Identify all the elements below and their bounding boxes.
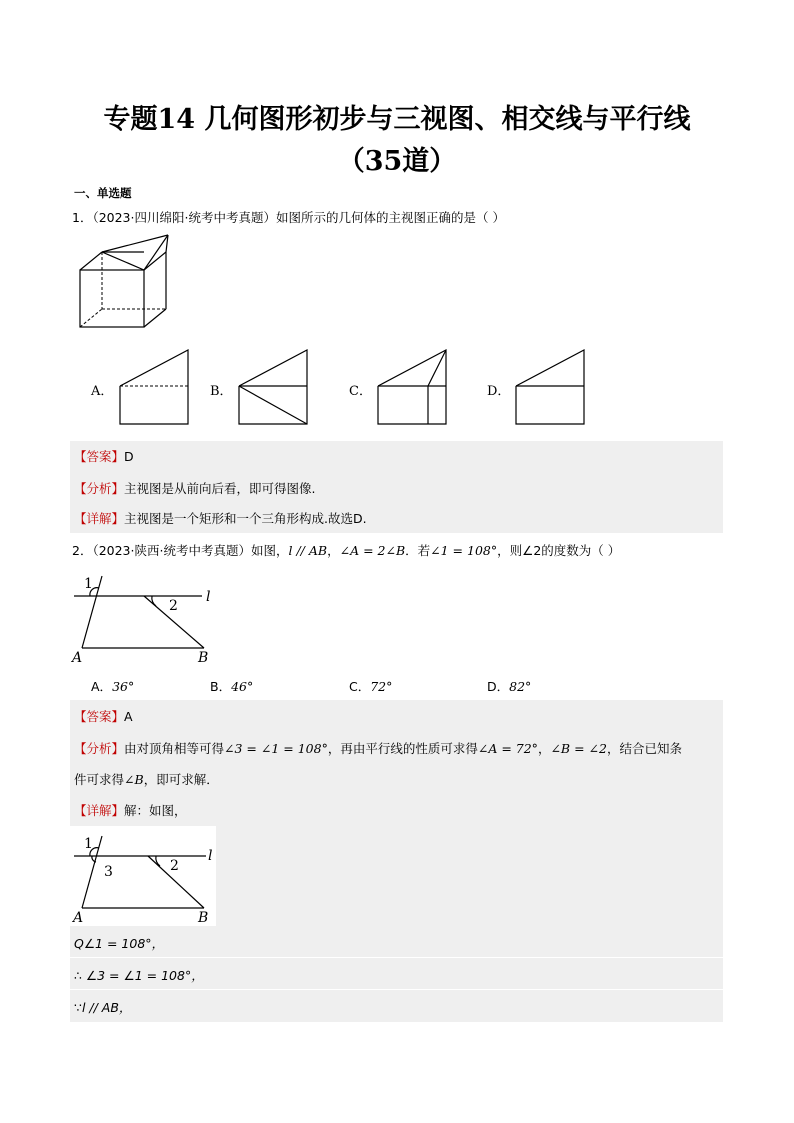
q2-detail-text: 解：如图， <box>124 803 187 818</box>
q1-analysis <box>74 479 316 497</box>
q2-fig-label-l: l <box>206 589 211 605</box>
divider-2 <box>70 989 723 990</box>
q1-option-c-figure[interactable] <box>376 348 448 426</box>
q2-analysis-tag: 【分析】 <box>74 741 125 756</box>
q2-detail-tag: 【详解】 <box>74 803 125 818</box>
q2-fig-label-1: 1 <box>84 576 93 592</box>
q2-option-c[interactable] <box>349 677 392 695</box>
q2-option-a-value: 36° <box>112 679 135 694</box>
q1-option-b-figure[interactable] <box>237 348 309 426</box>
q2-sol-label-3: 3 <box>104 864 113 880</box>
q1-option-a-figure[interactable] <box>118 348 190 426</box>
q1-solid-figure <box>70 230 180 335</box>
q2-analysis-c: ， <box>537 741 551 756</box>
q2-analysis-line2-m: ∠B <box>124 772 144 787</box>
q1-detail-text: 主视图是一个矩形和一个三角形构成.故选D. <box>124 511 367 526</box>
q2-number: 2． <box>72 543 93 558</box>
q2-step3: ∵l // AB， <box>74 1000 132 1015</box>
q2-answer-value: A <box>124 709 133 724</box>
q2-stem-c: ．若 <box>405 543 431 558</box>
q2-sol-label-1: 1 <box>84 836 93 852</box>
document-title-line1: 专题14 几何图形初步与三视图、相交线与平行线 <box>103 104 691 135</box>
q1-stem-text: 如图所示的几何体的主视图正确的是（ ） <box>275 210 505 225</box>
q1-option-c-label[interactable]: C． <box>349 384 372 399</box>
q2-sol-label-b: B <box>198 910 209 926</box>
q2-option-b-value: 46° <box>231 679 254 694</box>
q2-option-a-label: A． <box>91 679 113 694</box>
q2-stem-b: ， <box>327 543 340 558</box>
q2-analysis-line2-b: ，即可求解． <box>143 772 219 787</box>
q2-answer <box>74 707 133 725</box>
q2-option-a[interactable] <box>91 677 134 695</box>
q2-option-d[interactable] <box>487 677 531 695</box>
q2-detail <box>74 801 187 819</box>
q1-option-d-label[interactable]: D． <box>487 384 511 399</box>
q2-option-c-value: 72° <box>370 679 393 694</box>
q2-option-c-label: C． <box>349 679 371 694</box>
q2-option-d-label: D． <box>487 679 510 694</box>
q1-stem <box>72 208 505 226</box>
q2-analysis-a: 由对顶角相等可得 <box>124 741 225 756</box>
q2-answer-tag: 【答案】 <box>74 709 125 724</box>
q2-fig-label-a: A <box>72 650 83 666</box>
q2-sol-label-l: l <box>208 848 213 864</box>
q1-answer-value: D <box>124 449 134 464</box>
q2-fig-label-b: B <box>198 650 209 666</box>
divider-1 <box>70 957 723 958</box>
q2-stem-d: ，则∠2的度数为（ ） <box>497 543 621 558</box>
q2-stem-math1: l // AB <box>288 543 328 558</box>
q2-stem <box>72 541 620 559</box>
q2-analysis-line2-a: 件可求得 <box>74 772 125 787</box>
q2-sol-label-a: A <box>73 910 84 926</box>
q2-source: （2023·陕西·统考中考真题） <box>92 543 251 558</box>
q1-option-d-figure[interactable] <box>514 348 586 426</box>
q1-detail <box>74 509 367 527</box>
q2-option-b-label: B． <box>210 679 232 694</box>
q2-analysis-m1: ∠3 = ∠1 = 108° <box>224 741 328 756</box>
q1-analysis-text: 主视图是从前向后看，即可得图像. <box>124 481 316 496</box>
q1-source: （2023·四川绵阳·统考中考真题） <box>92 210 276 225</box>
q2-option-b[interactable] <box>210 677 253 695</box>
q2-figure <box>70 570 220 666</box>
document-title-line2: （35道） <box>337 146 457 177</box>
q1-number: 1． <box>72 210 93 225</box>
q1-answer <box>74 447 134 465</box>
q1-analysis-tag: 【分析】 <box>74 481 125 496</box>
q2-stem-math3: ∠1 = 108° <box>430 543 498 558</box>
q2-analysis-b: ，再由平行线的性质可求得 <box>327 741 478 756</box>
q1-option-b-label[interactable]: B． <box>210 384 233 399</box>
section-heading: 一、单选题 <box>74 186 132 200</box>
q2-analysis-m3: ∠B = ∠2 <box>550 741 607 756</box>
q2-stem-math2: ∠A = 2∠B <box>339 543 406 558</box>
q2-solution-figure <box>70 826 216 926</box>
q2-stem-a: 如图， <box>250 543 289 558</box>
q2-step2: ∴ ∠3 = ∠1 = 108°， <box>74 968 204 983</box>
q2-fig-label-2: 2 <box>169 598 178 614</box>
q1-option-a-label[interactable]: A． <box>91 384 114 399</box>
q2-analysis-d: ，结合已知条 <box>606 741 682 756</box>
q2-sol-label-2: 2 <box>170 858 179 874</box>
q1-detail-tag: 【详解】 <box>74 511 125 526</box>
q1-answer-tag: 【答案】 <box>74 449 125 464</box>
q2-analysis-line2 <box>74 770 219 788</box>
q2-analysis <box>74 739 682 757</box>
q2-step1: Q∠1 = 108°， <box>74 936 165 951</box>
q2-option-d-value: 82° <box>509 679 532 694</box>
q2-analysis-m2: ∠A = 72° <box>477 741 538 756</box>
